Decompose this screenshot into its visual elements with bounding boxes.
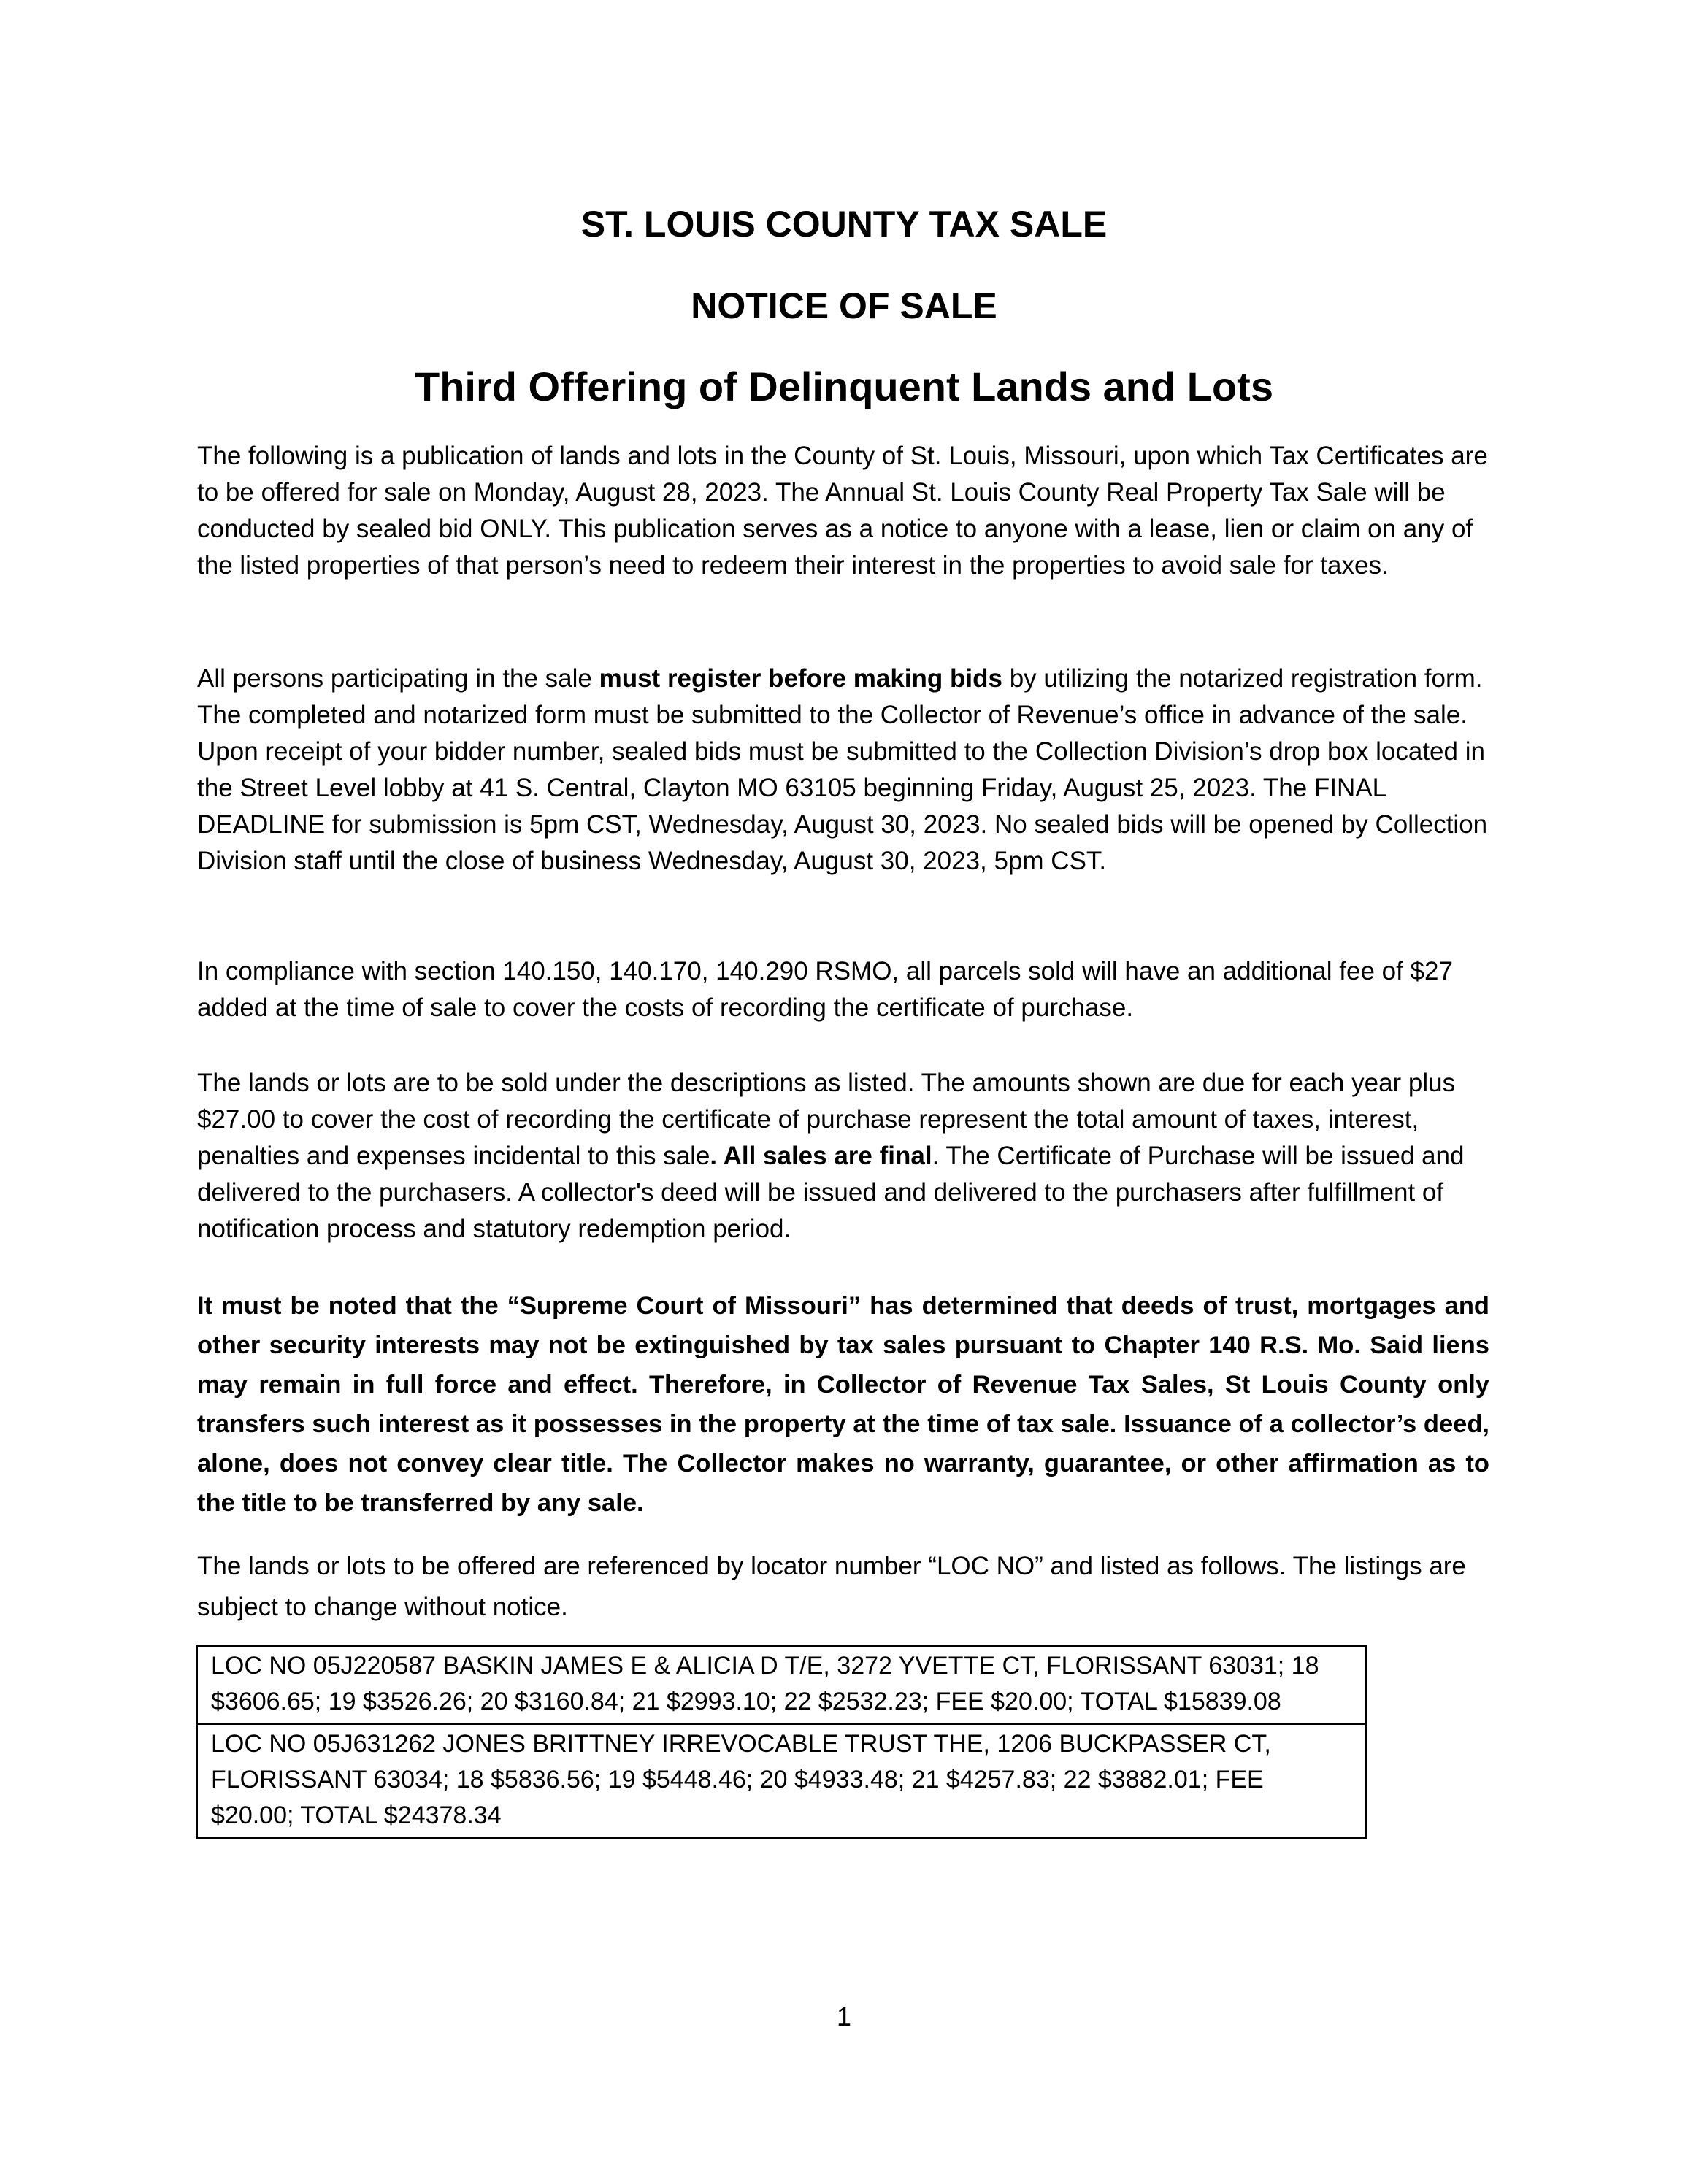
listing-intro-paragraph: The lands or lots to be offered are referenced by locator number “LOC NO” and listed as follows. The listings are subject to change without notice. bbox=[197, 1552, 1466, 1621]
legal-warning-paragraph: It must be noted that the “Supreme Court of Missouri” has determined that deeds of trust, mortgages and other security interests may not be extinguished by tax sales pursuant to Chapter 140 R.S. Mo. Said liens may remain in full force and effect. Therefore, in Collector of Revenue Tax Sales, St Louis County only transfers such interest as it possesses in the property at the time of tax sale. Issuance of a collector’s deed, alone, does not convey clear title. The Collector makes no warranty, guarantee, or other affirmation as to the title to be transferred by any sale. bbox=[197, 1292, 1489, 1517]
property-listing: LOC NO 05J220587 BASKIN JAMES E & ALICIA D T/E, 3272 YVETTE CT, FLORISSANT 63031; 18 $3606.65; 19 $3526.26; 20 $3160.84; 21 $2993.10; 22 $2532.23; FEE $20.00; TOTAL $15839.08 bbox=[197, 1646, 1366, 1724]
document-heading: Third Offering of Delinquent Lands and Lots bbox=[415, 364, 1273, 410]
registration-paragraph bbox=[197, 661, 1489, 880]
intro-paragraph: The following is a publication of lands and lots in the County of St. Louis, Missouri, upon which Tax Certificates are to be offered for sale on Monday, August 28, 2023. The Annual St. Louis County Real Property Tax Sale will be conducted by sealed bid ONLY. This publication serves as a notice to anyone with a lease, lien or claim on any of the listed properties of that person’s need to redeem their interest in the properties to avoid sale for taxes. bbox=[197, 442, 1488, 580]
page-number: 1 bbox=[836, 2002, 852, 2031]
registration-text-end: by utilizing the notarized registration form. The completed and notarized form must be submitted to the Collector of Revenue’s office in advance of the sale. Upon receipt of your bidder number, sealed bids must be submitted to the Collection Division’s drop box located in the Street Level lobby at 41 S. Central, Clayton MO 63105 beginning Friday, August 25, 2023. The FINAL DEADLINE for submission is 5pm CST, Wednesday, August 30, 2023. No sealed bids will be opened by Collection Division staff until the close of business Wednesday, August 30, 2023, 5pm CST. bbox=[197, 664, 1488, 875]
document-title: ST. LOUIS COUNTY TAX SALE bbox=[580, 204, 1108, 245]
table-row bbox=[197, 1646, 1366, 1724]
descriptions-text-start: The lands or lots are to be sold under the descriptions as listed. The amounts shown are due for each year plus $27.00 to cover the cost of recording the certificate of purchase represent the total amount of taxes, interest, penalties and expenses incidental to this sale bbox=[197, 1069, 1456, 1170]
descriptions-text-end: . The Certificate of Purchase will be issued and delivered to the purchasers. A collector's deed will be issued and delivered to the purchasers after fulfillment of notification process and statutory redemption period. bbox=[197, 1142, 1465, 1243]
property-listing-table bbox=[196, 1645, 1367, 1839]
compliance-paragraph: In compliance with section 140.150, 140.170, 140.290 RSMO, all parcels sold will have an additional fee of $27 added at the time of sale to cover the costs of recording the certificate of purchase. bbox=[197, 957, 1453, 1022]
registration-emphasis: must register before making bids bbox=[599, 664, 1002, 693]
property-listing: LOC NO 05J631262 JONES BRITTNEY IRREVOCABLE TRUST THE, 1206 BUCKPASSER CT, FLORISSANT 63034; 18 $5836.56; 19 $5448.46; 20 $4933.48; 21 $4257.83; 22 $3882.01; FEE $20.00; TOTAL $24378.34 bbox=[197, 1724, 1366, 1838]
document-subtitle: NOTICE OF SALE bbox=[691, 285, 997, 326]
registration-text-start: All persons participating in the sale bbox=[197, 664, 599, 693]
table-row bbox=[197, 1724, 1366, 1838]
descriptions-emphasis: . All sales are final bbox=[710, 1142, 932, 1170]
descriptions-paragraph bbox=[197, 1065, 1489, 1247]
